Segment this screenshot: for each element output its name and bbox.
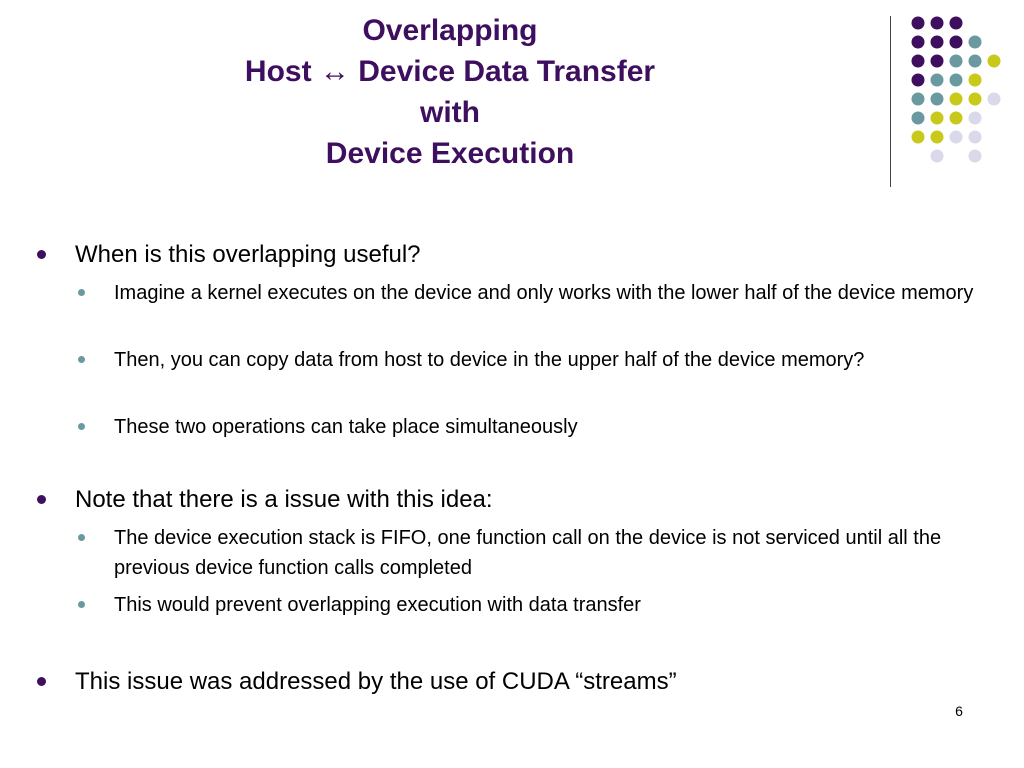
title-line-4: Device Execution (325, 137, 575, 170)
sub-bullet-2-1: The device execution stack is FIFO, one function call on the device is not serviced until all the previous device function calls completed (114, 523, 1004, 583)
page-number: 6 (955, 703, 963, 719)
sub-bullet-1-3: These two operations can take place simultaneously (114, 412, 1004, 442)
bullet-2: Note that there is a issue with this idea: (75, 485, 1005, 515)
title-host: Host (244, 55, 312, 88)
bidirectional-arrow-icon: ↔ (319, 55, 350, 88)
sub-bullet-2-2: This would prevent overlapping execution with data transfer (114, 590, 1004, 620)
bullet-1: When is this overlapping useful? (75, 240, 1005, 270)
sub-bullet-1-2: Then, you can copy data from host to device in the upper half of the device memory? (114, 345, 1004, 375)
title-line-1: Overlapping (362, 14, 538, 47)
title-device-data-transfer: Device Data Transfer (358, 55, 656, 88)
title-line-3: with (420, 96, 480, 129)
bullet-3: This issue was addressed by the use of CUDA “streams” (75, 667, 1005, 697)
sub-bullet-1-1: Imagine a kernel executes on the device and only works with the lower half of the device memory (114, 278, 1004, 308)
